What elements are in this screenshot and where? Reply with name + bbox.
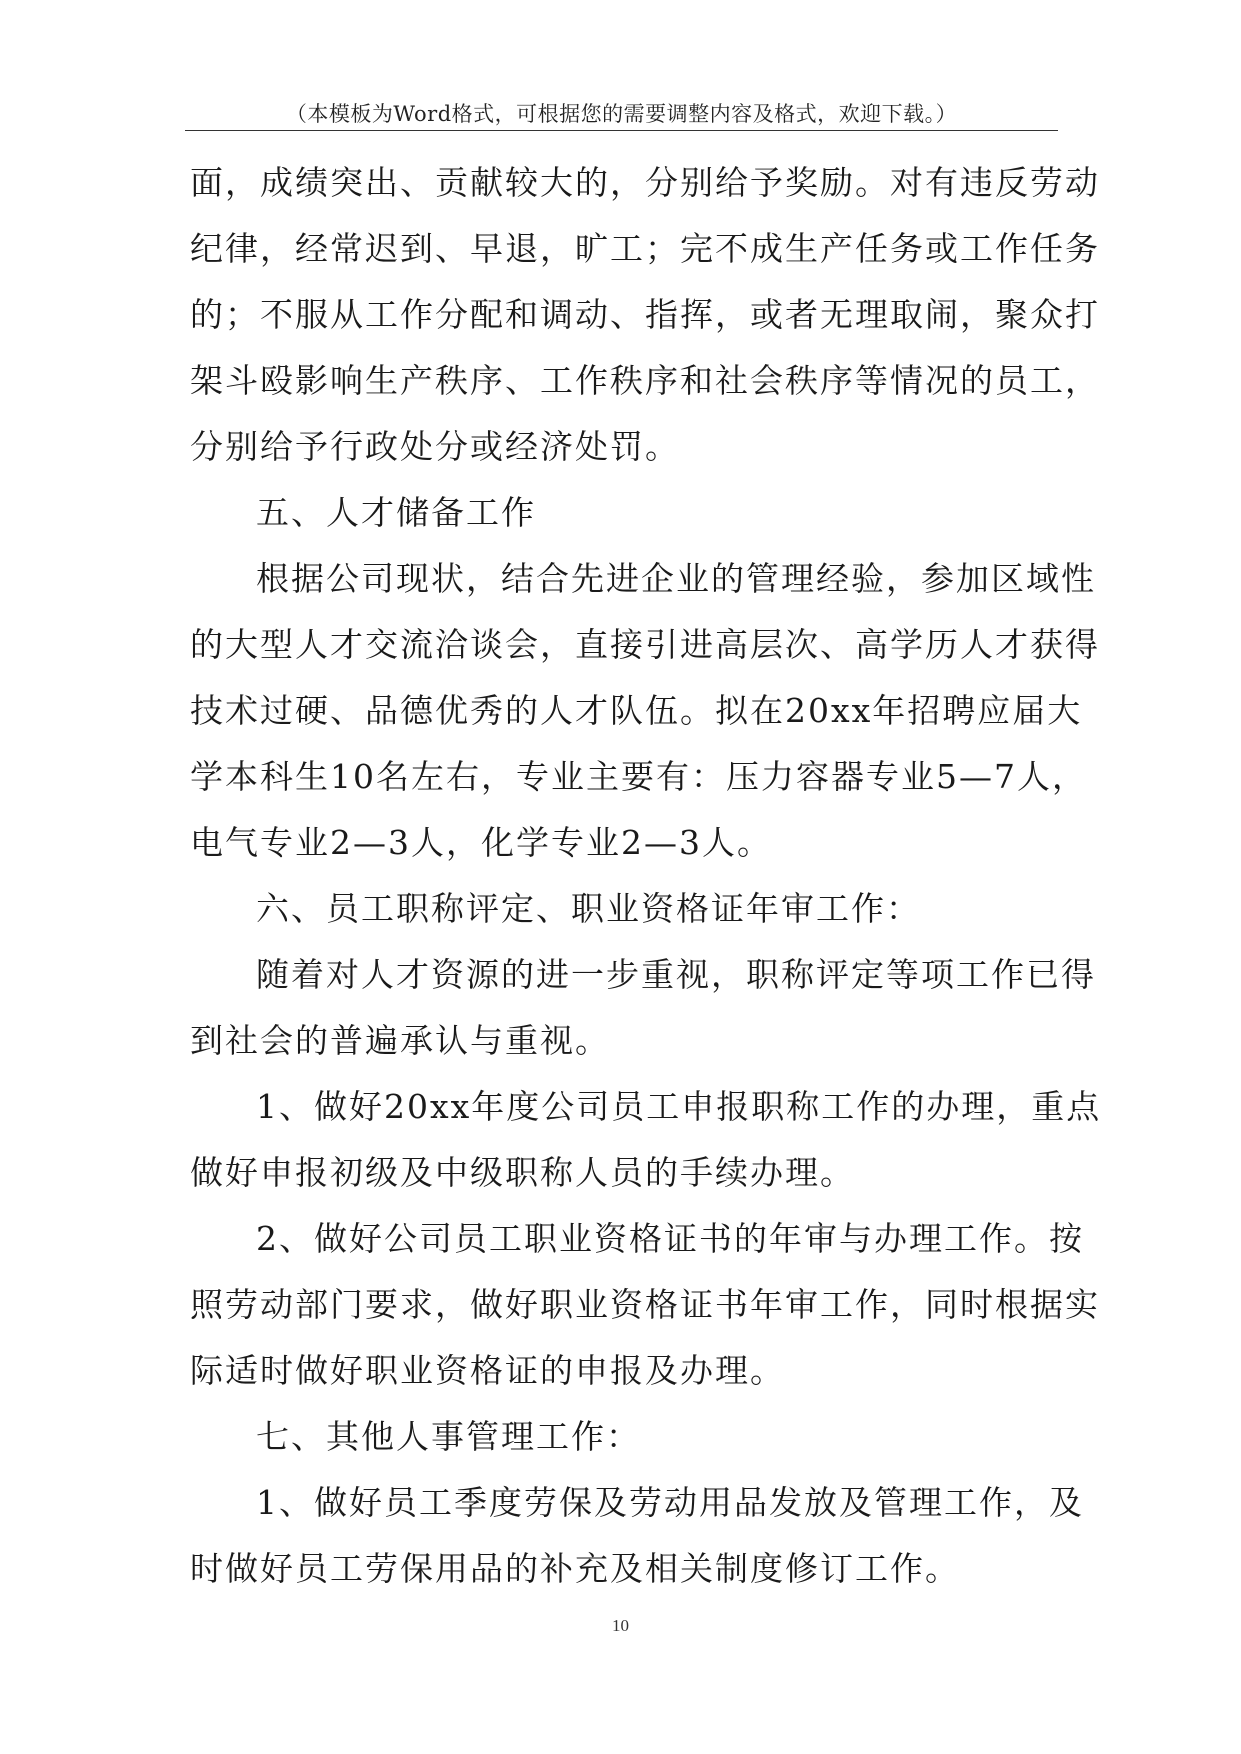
body-line: 电气专业2—3人，化学专业2—3人。 <box>190 823 772 862</box>
body-line: 根据公司现状，结合先进企业的管理经验，参加区域性 <box>256 559 1096 598</box>
section-heading: 五、人才储备工作 <box>256 493 536 532</box>
body-line: 照劳动部门要求，做好职业资格证书年审工作，同时根据实 <box>190 1285 1100 1324</box>
body-line: 随着对人才资源的进一步重视，职称评定等项工作已得 <box>256 955 1096 994</box>
body-line: 架斗殴影响生产秩序、工作秩序和社会秩序等情况的员工， <box>190 361 1100 400</box>
body-line: 面，成绩突出、贡献较大的，分别给予奖励。对有违反劳动 <box>190 163 1100 202</box>
list-item: 1、做好员工季度劳保及劳动用品发放及管理工作，及 <box>256 1483 1084 1522</box>
body-line: 技术过硬、品德优秀的人才队伍。拟在20xx年招聘应届大 <box>190 691 1083 730</box>
document-body <box>190 150 1102 1602</box>
body-line: 分别给予行政处分或经济处罚。 <box>190 427 680 466</box>
list-item: 2、做好公司员工职业资格证书的年审与办理工作。按 <box>256 1219 1084 1258</box>
body-line: 际适时做好职业资格证的申报及办理。 <box>190 1351 785 1390</box>
body-line: 的；不服从工作分配和调动、指挥，或者无理取闹，聚众打 <box>190 295 1100 334</box>
body-line: 的大型人才交流洽谈会，直接引进高层次、高学历人才获得 <box>190 625 1100 664</box>
section-heading: 七、其他人事管理工作： <box>256 1417 641 1456</box>
header-divider <box>185 130 1058 131</box>
body-line: 学本科生10名左右，专业主要有：压力容器专业5—7人， <box>190 757 1087 796</box>
body-line: 做好申报初级及中级职称人员的手续办理。 <box>190 1153 855 1192</box>
body-line: 到社会的普遍承认与重视。 <box>190 1021 610 1060</box>
body-line: 时做好员工劳保用品的补充及相关制度修订工作。 <box>190 1549 960 1588</box>
page-number: 10 <box>612 1616 629 1635</box>
body-line: 纪律，经常迟到、早退，旷工；完不成生产任务或工作任务 <box>190 229 1100 268</box>
header-note: （本模板为Word格式，可根据您的需要调整内容及格式，欢迎下载。） <box>285 102 958 126</box>
section-heading: 六、员工职称评定、职业资格证年审工作： <box>256 889 921 928</box>
list-item: 1、做好20xx年度公司员工申报职称工作的办理，重点 <box>256 1087 1102 1126</box>
